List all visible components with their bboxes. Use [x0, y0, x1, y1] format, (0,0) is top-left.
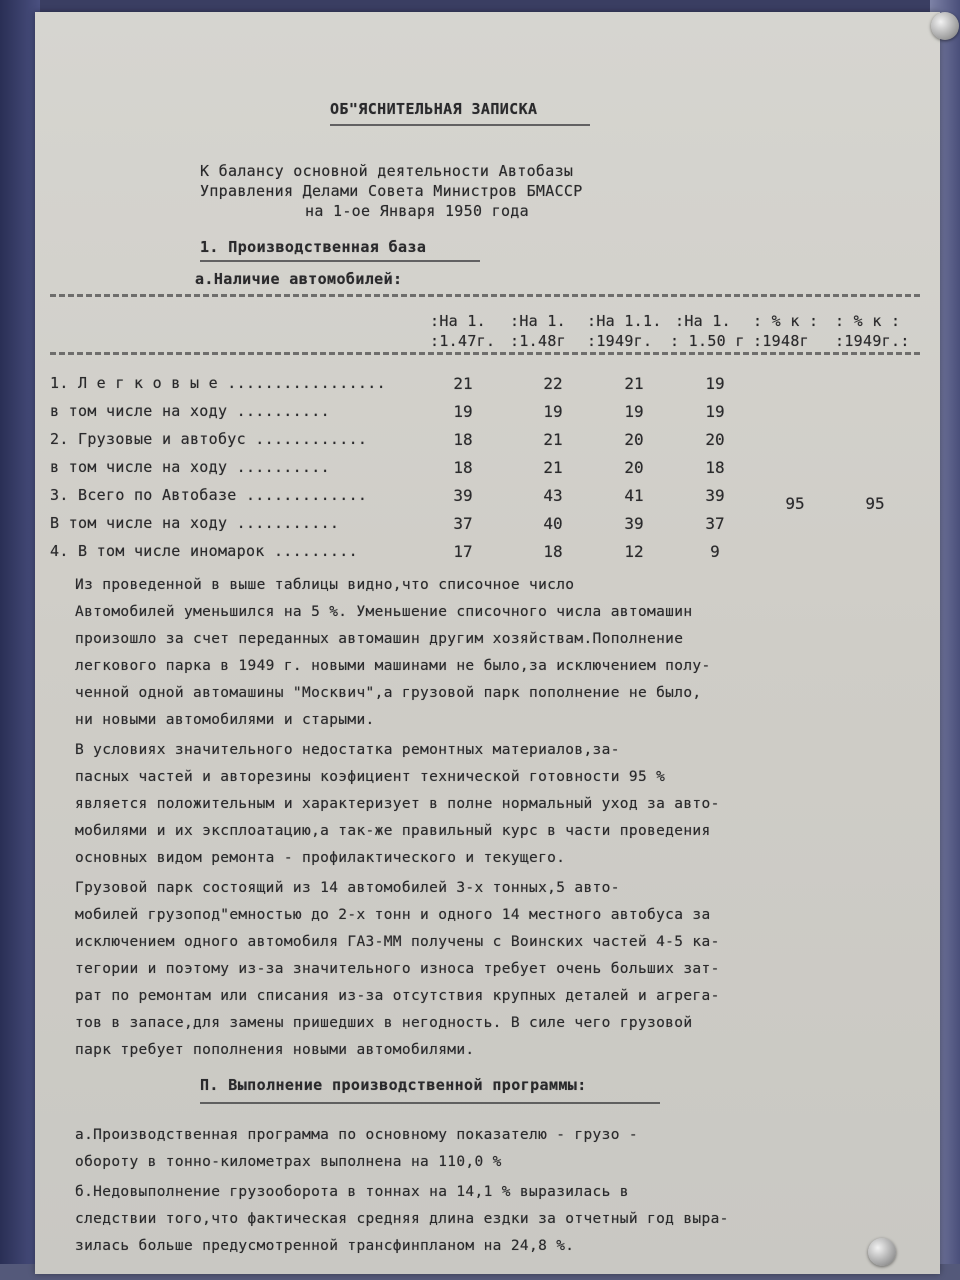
cell-value: 20	[705, 430, 725, 449]
subtitle-line: К балансу основной деятельности Автобазы	[200, 162, 574, 180]
paragraph-line: б.Недовыполнение грузооборота в тоннах на 14,1 % выразилась в	[75, 1184, 629, 1200]
cell-value: 20	[624, 430, 644, 449]
row-label: 2. Грузовые и автобус ............	[50, 430, 368, 448]
paragraph-line: мобилями и их эксплоатацию,а так-же правильный курс в части проведения	[75, 823, 711, 839]
row-label: 1. Л е г к о в ы е .................	[50, 374, 386, 392]
cell-value: 43	[543, 486, 563, 505]
document-title: ОБ"ЯСНИТЕЛЬНАЯ ЗАПИСКА	[330, 100, 538, 118]
cell-value: 37	[453, 514, 473, 533]
paragraph-line: В условиях значительного недостатка ремонтных материалов,за-	[75, 742, 620, 758]
table-header-cell: :1.48г	[510, 332, 566, 350]
paragraph-line: является положительным и характеризует в полне нормальный уход за авто-	[75, 796, 720, 812]
cell-value: 19	[453, 402, 473, 421]
typed-document-sheet	[35, 12, 940, 1274]
paragraph-line: обороту в тонно-километрах выполнена на 110,0 %	[75, 1154, 502, 1170]
paragraph-line: тов в запасе,для замены пришедших в негодность. В силе чего грузовой	[75, 1015, 693, 1031]
cell-value: 9	[710, 542, 720, 561]
cell-value: 21	[543, 458, 563, 477]
table-header-cell: : % к :	[753, 312, 819, 330]
subtitle-line: на 1-ое Января 1950 года	[305, 202, 529, 220]
row-label: в том числе на ходу ..........	[50, 458, 330, 476]
cell-value: 20	[624, 458, 644, 477]
cell-value: 18	[453, 458, 473, 477]
title-underline	[330, 124, 590, 126]
mounting-pin-icon	[868, 1238, 896, 1266]
cell-value: 18	[543, 542, 563, 561]
cell-value: 19	[705, 402, 725, 421]
paragraph-line: произошло за счет переданных автомашин другим хозяйствам.Пополнение	[75, 631, 684, 647]
table-header-cell: :На 1.	[430, 312, 486, 330]
paragraph-line: рат по ремонтам или списания из-за отсутствия крупных деталей и агрега-	[75, 988, 720, 1004]
row-label: В том числе на ходу ...........	[50, 514, 340, 532]
paragraph-line: тегории и поэтому из-за значительного износа требует очень больших зат-	[75, 961, 720, 977]
table-header-cell: :1948г	[753, 332, 809, 350]
paragraph-line: следствии того,что фактическая средняя длина ездки за отчетный год выра-	[75, 1211, 729, 1227]
table-top-rule	[50, 294, 920, 297]
cell-value: 19	[705, 374, 725, 393]
row-label: в том числе на ходу ..........	[50, 402, 330, 420]
table-header-rule	[50, 352, 920, 355]
table-header-cell: : 1.50 г	[670, 332, 745, 350]
section-heading: П. Выполнение производственной программы:	[200, 1076, 587, 1094]
paragraph-line: Грузовой парк состоящий из 14 автомобилей 3-х тонных,5 авто-	[75, 880, 620, 896]
paragraph-line: ни новыми автомобилями и старыми.	[75, 712, 375, 728]
row-label: 3. Всего по Автобазе .............	[50, 486, 368, 504]
cell-value: 95	[865, 494, 885, 513]
table-header-cell: :1949г.:	[835, 332, 910, 350]
paragraph-line: пасных частей и авторезины коэфициент технической готовности 95 %	[75, 769, 666, 785]
row-label: 4. В том числе иномарок .........	[50, 542, 358, 560]
cell-value: 39	[453, 486, 473, 505]
section-underline	[200, 260, 480, 262]
section-underline	[200, 1102, 660, 1104]
paragraph-line: исключением одного автомобиля ГАЗ-ММ получены с Воинских частей 4-5 ка-	[75, 934, 720, 950]
cell-value: 19	[543, 402, 563, 421]
cell-value: 21	[624, 374, 644, 393]
cell-value: 95	[785, 494, 805, 513]
paragraph-line: парк требует пополнения новыми автомобилями.	[75, 1042, 475, 1058]
table-header-cell: :1.47г.	[430, 332, 496, 350]
cell-value: 17	[453, 542, 473, 561]
cell-value: 37	[705, 514, 725, 533]
table-header-cell: :На 1.	[675, 312, 731, 330]
cell-value: 19	[624, 402, 644, 421]
cell-value: 18	[705, 458, 725, 477]
subtitle-line: Управления Делами Совета Министров БМАССР	[200, 182, 583, 200]
cell-value: 22	[543, 374, 563, 393]
table-header-cell: :1949г.	[587, 332, 653, 350]
table-header-cell: :На 1.1.	[587, 312, 662, 330]
paragraph-line: Из проведенной в выше таблицы видно,что списочное число	[75, 577, 575, 593]
cell-value: 21	[543, 430, 563, 449]
paragraph-line: Автомобилей уменьшился на 5 %. Уменьшение списочного числа автомашин	[75, 604, 693, 620]
cell-value: 18	[453, 430, 473, 449]
cell-value: 12	[624, 542, 644, 561]
cell-value: 39	[705, 486, 725, 505]
cell-value: 39	[624, 514, 644, 533]
table-header-cell: :На 1.	[510, 312, 566, 330]
table-header-cell: : % к :	[835, 312, 901, 330]
paragraph-line: легкового парка в 1949 г. новыми машинами не было,за исключением полу-	[75, 658, 711, 674]
mounting-pin-icon	[931, 12, 959, 40]
cell-value: 41	[624, 486, 644, 505]
paragraph-line: а.Производственная программа по основному показателю - грузо -	[75, 1127, 638, 1143]
section-heading: 1. Производственная база	[200, 238, 427, 256]
display-frame-left	[0, 0, 40, 1280]
cell-value: 40	[543, 514, 563, 533]
paragraph-line: мобилей грузопод"емностью до 2-х тонн и одного 14 местного автобуса за	[75, 907, 711, 923]
paragraph-line: зилась больше предусмотренной трансфинпланом на 24,8 %.	[75, 1238, 575, 1254]
paragraph-line: основных видом ремонта - профилактического и текущего.	[75, 850, 566, 866]
subsection-heading: а.Наличие автомобилей:	[195, 270, 403, 288]
paragraph-line: ченной одной автомашины "Москвич",а грузовой парк пополнение не было,	[75, 685, 702, 701]
cell-value: 21	[453, 374, 473, 393]
